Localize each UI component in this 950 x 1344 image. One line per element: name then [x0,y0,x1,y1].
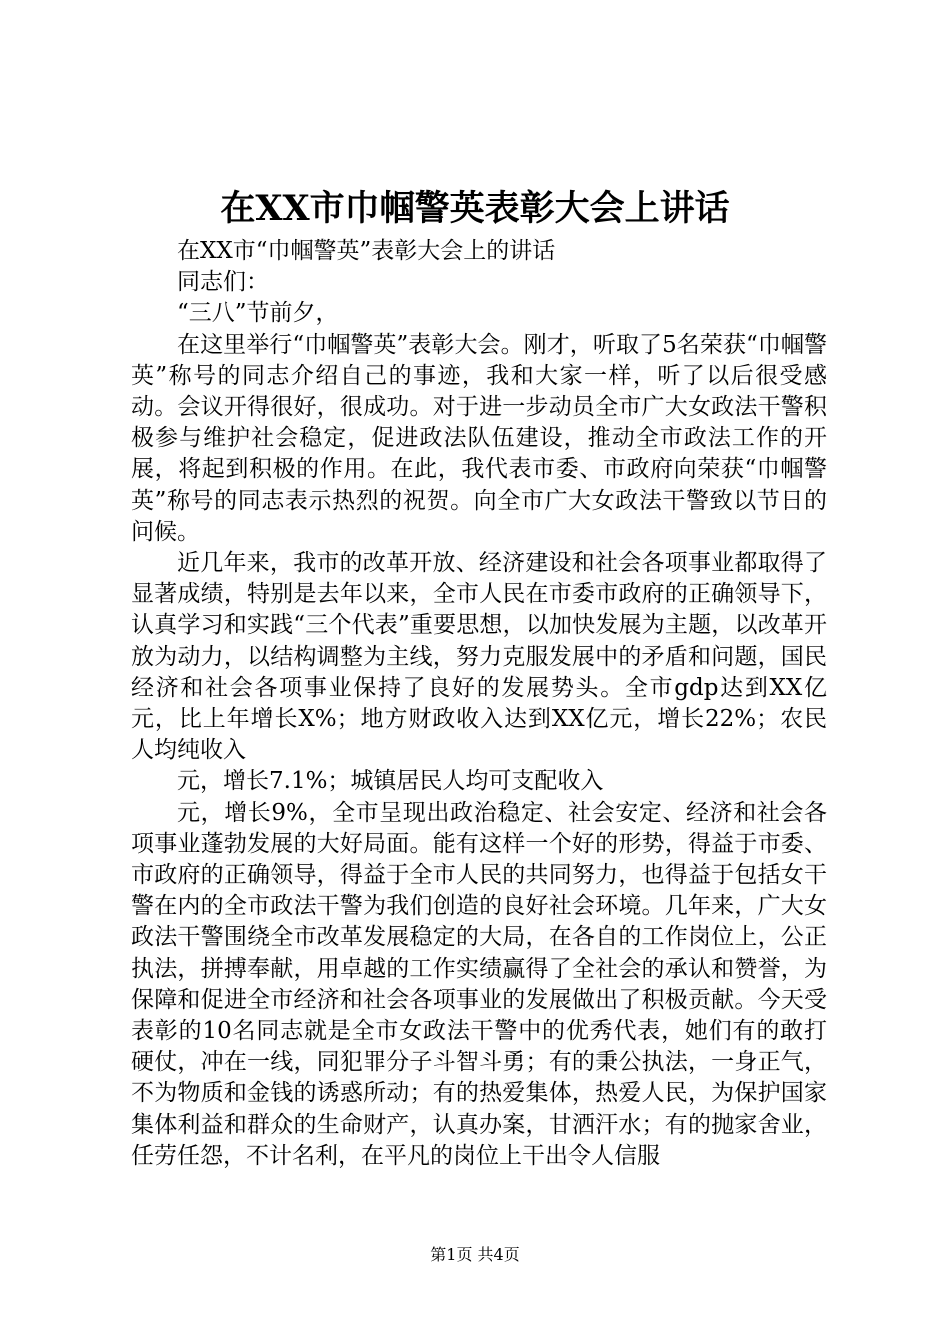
paragraph-salutation: 同志们： [177,269,269,296]
paragraph-achievements: 近几年来，我市的改革开放、经济建设和社会各项事业都取得了显著成绩，特别是去年以来，全市人民在市委市政府的正确领导下，认真学习和实践“三个代表”重要思想，以加快发展为主题，以改革开放为动力，以结构调整为主线，努力克服发展中的矛盾和问题，国民经济和社会各项事业保持了良好的发展势头。全市gdp达到XX亿元，比上年增长X%；地方财政收入达到XX亿元，增长22%；农民人均纯收入 [131,550,827,764]
page-number-footer: 第1页 共4页 [430,1245,520,1264]
document-title: 在XX市巾帼警英表彰大会上讲话 [220,188,730,229]
paragraph-eve: “三八”节前夕， [177,300,339,327]
paragraph-subtitle: 在XX市“巾帼警英”表彰大会上的讲话 [177,238,556,264]
paragraph-praise: 元，增长9%，全市呈现出政治稳定、社会安定、经济和社会各项事业蓬勃发展的大好局面。能有这样一个好的形势，得益于市委、市政府的正确领导，得益于全市人民的共同努力，也得益于包括女干警在内的全市政法干警为我们创造的良好社会环境。几年来，广大女政法干警围绕全市改革发展稳定的大局，在各自的工作岗位上，公正执法，拼搏奉献，用卓越的工作实绩赢得了全社会的承认和赞誉，为保障和促进全市经济和社会各项事业的发展做出了积极贡献。今天受表彰的10名同志就是全市女政法干警中的优秀代表，她们有的敢打硬仗，冲在一线，同犯罪分子斗智斗勇；有的秉公执法，一身正气，不为物质和金钱的诱惑所动；有的热爱集体，热爱人民，为保护国家集体利益和群众的生命财产，认真办案，甘洒汗水；有的抛家舍业，任劳任怨，不计名利，在平凡的岗位上干出令人信服 [131,799,827,1169]
paragraph-opening: 在这里举行“巾帼警英”表彰大会。刚才，听取了5名荣获“巾帼警英”称号的同志介绍自己的事迹，我和大家一样，听了以后很受感动。会议开得很好，很成功。对于进一步动员全市广大女政法干警积极参与维护社会稳定，促进政法队伍建设，推动全市政法工作的开展，将起到积极的作用。在此，我代表市委、市政府向荣获“巾帼警英”称号的同志表示热烈的祝贺。向全市广大女政法干警致以节日的问候。 [131,331,827,545]
document-body [131,236,827,1172]
paragraph-income: 元，增长7.1%；城镇居民人均可支配收入 [177,768,604,795]
